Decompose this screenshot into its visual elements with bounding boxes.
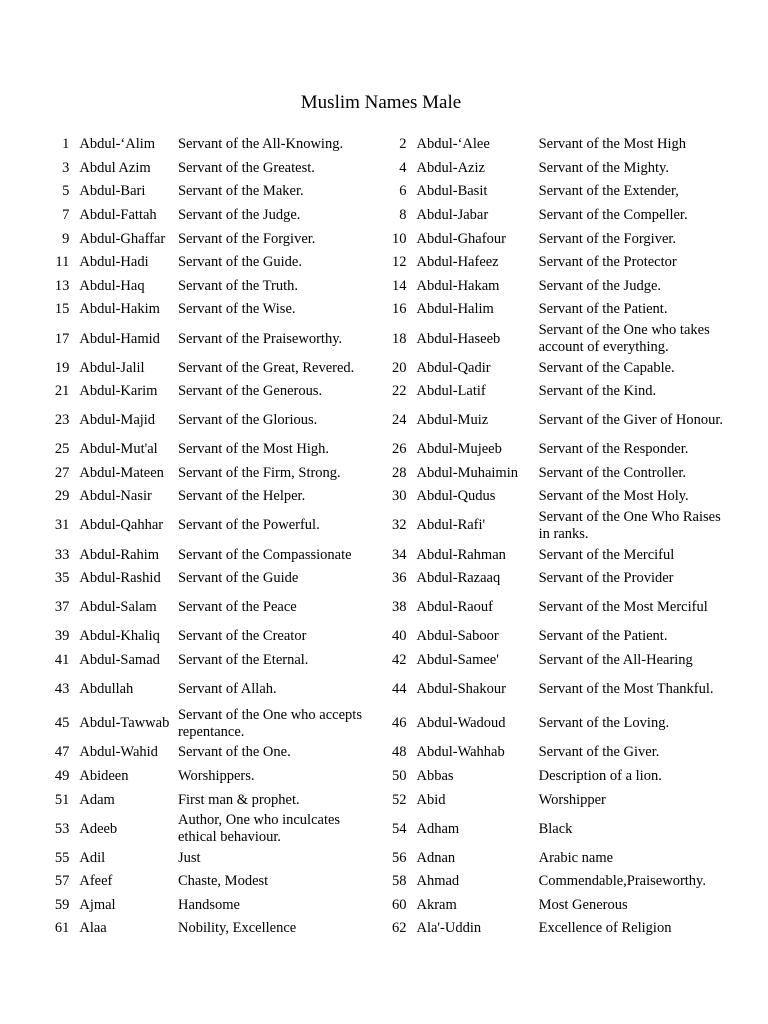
table-row xyxy=(44,543,734,567)
name-cell: Abdul Azim xyxy=(79,159,151,176)
meaning-cell: Servant of the Patient. xyxy=(538,301,668,318)
name-cell: Abideen xyxy=(79,767,129,784)
table-row xyxy=(44,356,734,380)
name-number: 58 xyxy=(392,873,407,890)
name-number: 11 xyxy=(55,254,70,271)
table-row xyxy=(44,322,734,357)
name-number: 57 xyxy=(54,873,70,890)
meaning-cell: Servant of the Extender, xyxy=(538,183,679,200)
name-number: 1 xyxy=(62,136,70,153)
name-cell: Abdul-Wahid xyxy=(79,744,158,761)
name-cell: Abdul-Hafeez xyxy=(416,254,499,271)
name-number: 4 xyxy=(399,159,407,176)
name-number: 62 xyxy=(392,920,407,937)
meaning-cell: Servant of Allah. xyxy=(177,680,277,697)
name-number: 53 xyxy=(54,820,70,837)
table-row xyxy=(44,462,734,486)
name-number: 25 xyxy=(54,441,70,458)
name-cell: Abdullah xyxy=(79,680,134,697)
name-cell: Abdul-Aziz xyxy=(416,159,485,176)
name-number: 24 xyxy=(392,412,407,429)
name-number: 16 xyxy=(392,301,407,318)
name-number: 5 xyxy=(62,183,70,200)
name-number: 37 xyxy=(54,599,70,616)
meaning-cell: Servant of the Kind. xyxy=(538,383,657,400)
name-cell: Abdul-Latif xyxy=(416,383,486,400)
meaning-cell: Servant of the Loving. xyxy=(538,715,670,732)
name-number: 13 xyxy=(54,277,70,294)
table-row xyxy=(44,741,734,765)
name-cell: Abdul-‘Alee xyxy=(416,136,490,153)
meaning-cell: Servant of the Peace xyxy=(177,599,297,616)
name-number: 59 xyxy=(54,896,70,913)
meaning-cell: First man & prophet. xyxy=(177,791,300,808)
name-cell: Abdul-Salam xyxy=(79,599,157,616)
meaning-cell: Servant of the Firm, Strong. xyxy=(177,464,341,481)
name-number: 39 xyxy=(54,628,70,645)
name-cell: Abdul-Muhaimin xyxy=(416,464,518,481)
name-number: 49 xyxy=(54,767,70,784)
name-number: 10 xyxy=(392,230,407,247)
name-cell: Abdul-Rahim xyxy=(79,546,160,563)
meaning-cell: Arabic name xyxy=(538,849,614,866)
name-cell: Abdul-Karim xyxy=(79,383,158,400)
name-cell: Abdul-Tawwab xyxy=(79,715,170,732)
name-cell: Abdul-Hamid xyxy=(79,330,160,347)
name-number: 17 xyxy=(54,330,70,347)
name-cell: Abdul-Hakam xyxy=(416,277,500,294)
table-row xyxy=(44,672,734,707)
page-title: Muslim Names Male xyxy=(300,92,462,113)
meaning-cell: Description of a lion. xyxy=(538,767,662,784)
name-cell: Abdul-Nasir xyxy=(79,488,152,505)
name-cell: Adil xyxy=(79,849,106,866)
name-number: 52 xyxy=(392,791,407,808)
name-number: 8 xyxy=(399,207,407,224)
name-cell: Adeeb xyxy=(79,820,118,837)
table-row xyxy=(44,298,734,322)
meaning-cell: Servant of the One who takes account of everything. xyxy=(538,322,710,355)
meaning-cell: Servant of the Truth. xyxy=(177,277,298,294)
name-number: 3 xyxy=(62,159,70,176)
name-cell: Abdul-Rashid xyxy=(79,570,161,587)
meaning-cell: Just xyxy=(177,849,201,866)
table-row xyxy=(44,157,734,181)
name-number: 22 xyxy=(392,383,407,400)
meaning-cell: Author, One who inculcates ethical behaviour. xyxy=(177,812,341,846)
meaning-cell: Servant of the Most Thankful. xyxy=(538,680,714,697)
name-number: 26 xyxy=(392,441,407,458)
table-row xyxy=(44,894,734,918)
meaning-cell: Servant of the Forgiver. xyxy=(538,230,677,247)
name-number: 36 xyxy=(392,570,407,587)
meaning-cell: Servant of the Mighty. xyxy=(538,159,669,176)
meaning-cell: Servant of the Judge. xyxy=(177,207,301,224)
meaning-cell: Servant of the Most High xyxy=(538,136,686,153)
name-cell: Abdul-Qadir xyxy=(416,359,491,376)
name-number: 61 xyxy=(54,920,70,937)
name-number: 43 xyxy=(54,680,70,697)
table-row xyxy=(44,403,734,438)
name-cell: Abdul-Ghafour xyxy=(416,230,506,247)
name-number: 28 xyxy=(392,464,407,481)
name-number: 31 xyxy=(54,517,70,534)
name-cell: Adnan xyxy=(416,849,456,866)
names-table-body xyxy=(44,133,734,941)
table-row xyxy=(44,275,734,299)
meaning-cell: Servant of the Generous. xyxy=(177,383,323,400)
name-cell: Abdul-Bari xyxy=(79,183,146,200)
name-cell: Abdul-Saboor xyxy=(416,628,499,645)
name-cell: Ala'-Uddin xyxy=(416,920,482,937)
name-cell: Ajmal xyxy=(79,896,116,913)
meaning-cell: Servant of the Most Merciful xyxy=(538,599,708,616)
meaning-cell: Servant of the Helper. xyxy=(177,488,306,505)
name-number: 14 xyxy=(392,277,407,294)
meaning-cell: Servant of the Patient. xyxy=(538,628,668,645)
meaning-cell: Servant of the Praiseworthy. xyxy=(177,330,343,347)
name-number: 46 xyxy=(392,715,407,732)
meaning-cell: Servant of the Most Holy. xyxy=(538,488,689,505)
name-number: 21 xyxy=(54,383,70,400)
meaning-cell: Servant of the Giver. xyxy=(538,744,660,761)
name-cell: Abdul-Shakour xyxy=(416,680,506,697)
name-cell: Ahmad xyxy=(416,873,460,890)
name-number: 7 xyxy=(62,207,70,224)
name-cell: Abdul-Rafi' xyxy=(416,517,486,534)
table-row xyxy=(44,204,734,228)
table-row xyxy=(44,509,734,544)
name-cell: Abdul-Wadoud xyxy=(416,715,506,732)
name-number: 44 xyxy=(392,680,407,697)
meaning-cell: Servant of the Capable. xyxy=(538,359,675,376)
meaning-cell: Servant of the Forgiver. xyxy=(177,230,316,247)
name-number: 6 xyxy=(399,183,407,200)
name-cell: Abdul-Haseeb xyxy=(416,330,501,347)
name-cell: Abdul-Ghaffar xyxy=(79,230,166,247)
table-row xyxy=(44,133,734,157)
meaning-cell: Servant of the Most High. xyxy=(177,441,329,458)
name-cell: Abdul-Khaliq xyxy=(79,628,160,645)
table-row xyxy=(44,812,734,847)
name-number: 29 xyxy=(54,488,70,505)
name-number: 19 xyxy=(54,359,70,376)
name-cell: Abdul-Hadi xyxy=(79,254,149,271)
name-number: 20 xyxy=(392,359,407,376)
name-number: 48 xyxy=(392,744,407,761)
name-cell: Abdul-Haq xyxy=(79,277,145,294)
table-row xyxy=(44,846,734,870)
meaning-cell: Servant of the One who accepts repentance. xyxy=(177,706,362,740)
name-cell: Abdul-Qudus xyxy=(416,488,496,505)
name-number: 45 xyxy=(54,715,70,732)
name-number: 2 xyxy=(399,136,407,153)
name-cell: Abdul-Mujeeb xyxy=(416,441,502,458)
meaning-cell: Servant of the Glorious. xyxy=(177,412,318,429)
table-row xyxy=(44,870,734,894)
meaning-cell: Black xyxy=(538,820,573,837)
meaning-cell: Servant of the One. xyxy=(177,744,291,761)
name-cell: Abdul-Basit xyxy=(416,183,488,200)
meaning-cell: Servant of the Powerful. xyxy=(177,517,320,534)
name-cell: Abdul-‘Alim xyxy=(79,136,156,153)
name-cell: Adham xyxy=(416,820,460,837)
name-number: 54 xyxy=(392,820,407,837)
name-number: 35 xyxy=(54,570,70,587)
table-row xyxy=(44,567,734,591)
name-number: 40 xyxy=(392,628,407,645)
meaning-cell: Servant of the Guide xyxy=(177,570,299,587)
name-number: 12 xyxy=(392,254,407,271)
meaning-cell: Most Generous xyxy=(538,896,628,913)
name-number: 27 xyxy=(54,464,70,481)
meaning-cell: Servant of the Provider xyxy=(538,570,674,587)
meaning-cell: Servant of the Creator xyxy=(177,628,307,645)
name-cell: Abdul-Samad xyxy=(79,651,160,668)
name-cell: Abid xyxy=(416,791,446,808)
name-cell: Akram xyxy=(416,896,457,913)
name-cell: Abdul-Jalil xyxy=(79,359,145,376)
name-number: 30 xyxy=(392,488,407,505)
meaning-cell: Servant of the Responder. xyxy=(538,441,689,458)
name-cell: Abdul-Fattah xyxy=(79,207,157,224)
meaning-cell: Servant of the All-Knowing. xyxy=(177,136,344,153)
table-row xyxy=(44,251,734,275)
name-cell: Afeef xyxy=(79,873,113,890)
name-number: 47 xyxy=(54,744,70,761)
name-cell: Abdul-Halim xyxy=(416,301,494,318)
table-row xyxy=(44,380,734,404)
table-row xyxy=(44,180,734,204)
name-cell: Abdul-Samee' xyxy=(416,651,499,668)
name-cell: Abdul-Majid xyxy=(79,412,156,429)
name-cell: Abdul-Muiz xyxy=(416,412,489,429)
meaning-cell: Commendable,Praiseworthy. xyxy=(538,873,706,890)
meaning-cell: Servant of the Greatest. xyxy=(177,159,315,176)
name-number: 34 xyxy=(392,546,407,563)
meaning-cell: Nobility, Excellence xyxy=(177,920,297,937)
name-cell: Adam xyxy=(79,791,115,808)
meaning-cell: Servant of the Compassionate xyxy=(177,546,352,563)
table-row xyxy=(44,590,734,625)
meaning-cell: Servant of the Compeller. xyxy=(538,207,688,224)
name-number: 56 xyxy=(392,849,407,866)
table-row xyxy=(44,625,734,649)
meaning-cell: Handsome xyxy=(177,896,240,913)
meaning-cell: Servant of the Eternal. xyxy=(177,651,309,668)
names-table xyxy=(44,133,734,941)
table-row xyxy=(44,788,734,812)
meaning-cell: Worshipper xyxy=(538,791,606,808)
table-row xyxy=(44,765,734,789)
name-cell: Abdul-Mut'al xyxy=(79,441,158,458)
meaning-cell: Servant of the Maker. xyxy=(177,183,304,200)
name-number: 38 xyxy=(392,599,407,616)
name-number: 33 xyxy=(54,546,70,563)
name-cell: Abdul-Qahhar xyxy=(79,517,164,534)
name-number: 50 xyxy=(392,767,407,784)
meaning-cell: Servant of the All-Hearing xyxy=(538,651,693,668)
name-number: 32 xyxy=(392,517,407,534)
name-cell: Abbas xyxy=(416,767,454,784)
table-row xyxy=(44,917,734,941)
name-number: 18 xyxy=(392,330,407,347)
meaning-cell: Servant of the One Who Raises in ranks. xyxy=(538,508,721,542)
name-cell: Alaa xyxy=(79,920,107,937)
name-cell: Abdul-Rahman xyxy=(416,546,506,563)
meaning-cell: Chaste, Modest xyxy=(177,873,269,890)
meaning-cell: Servant of the Giver of Honour. xyxy=(538,412,724,429)
meaning-cell: Worshippers. xyxy=(177,767,255,784)
name-cell: Abdul-Raouf xyxy=(416,599,494,616)
meaning-cell: Servant of the Merciful xyxy=(538,546,675,563)
name-cell: Abdul-Wahhab xyxy=(416,744,505,761)
meaning-cell: Servant of the Wise. xyxy=(177,301,296,318)
meaning-cell: Servant of the Controller. xyxy=(538,464,686,481)
meaning-cell: Servant of the Guide. xyxy=(177,254,302,271)
name-number: 23 xyxy=(54,412,70,429)
table-row xyxy=(44,707,734,742)
name-number: 55 xyxy=(54,849,70,866)
table-row xyxy=(44,485,734,509)
name-cell: Abdul-Mateen xyxy=(79,464,164,481)
name-cell: Abdul-Razaaq xyxy=(416,570,501,587)
table-row xyxy=(44,227,734,251)
meaning-cell: Servant of the Judge. xyxy=(538,277,662,294)
name-number: 41 xyxy=(54,651,70,668)
name-number: 9 xyxy=(62,230,70,247)
name-number: 42 xyxy=(392,651,407,668)
meaning-cell: Servant of the Great, Revered. xyxy=(177,359,355,376)
name-number: 15 xyxy=(54,301,70,318)
table-row xyxy=(44,438,734,462)
name-number: 60 xyxy=(392,896,407,913)
name-cell: Abdul-Jabar xyxy=(416,207,489,224)
name-number: 51 xyxy=(54,791,70,808)
meaning-cell: Excellence of Religion xyxy=(538,920,672,937)
name-cell: Abdul-Hakim xyxy=(79,301,160,318)
meaning-cell: Servant of the Protector xyxy=(538,254,677,271)
table-row xyxy=(44,649,734,673)
